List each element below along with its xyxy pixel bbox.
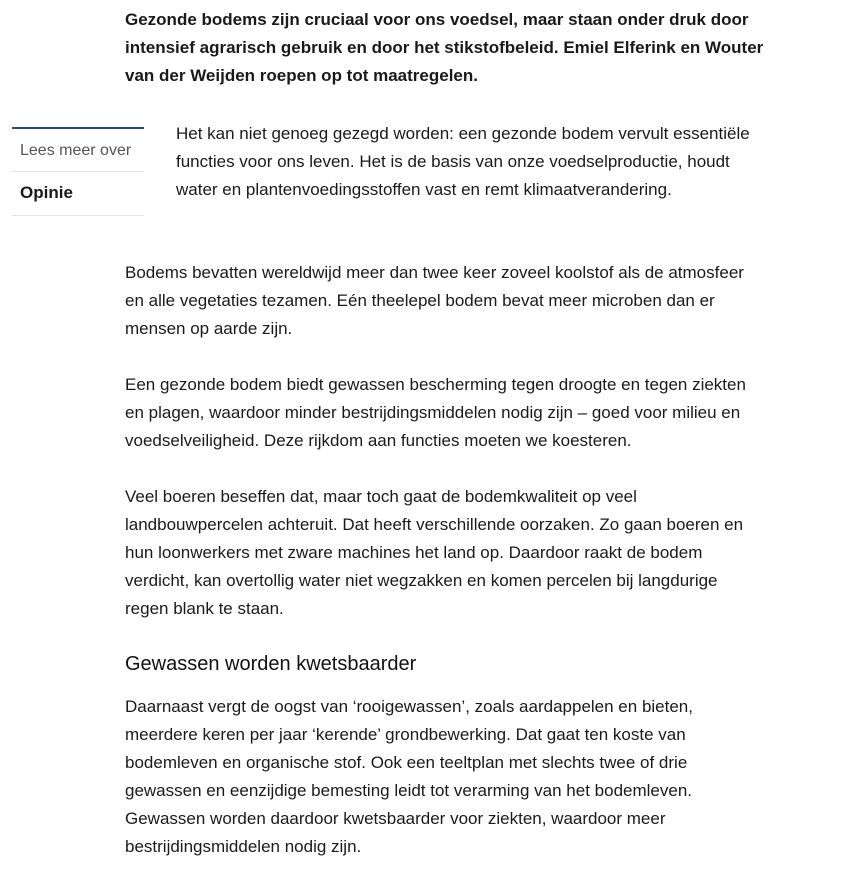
- related-topic-box: [12, 127, 144, 216]
- related-topic-label: Lees meer over: [12, 129, 144, 172]
- section-heading: Gewassen worden kwetsbaarder: [125, 653, 417, 675]
- related-topic-link-opinie[interactable]: Opinie: [12, 172, 144, 216]
- article-paragraph: Het kan niet genoeg gezegd worden: een gezonde bodem vervult essentiële functies voor ons leven. Het is de basis van onze voedselproductie, houdt water en plantenvoedingsstoffen vast en remt klimaatverandering.: [176, 124, 750, 199]
- article-paragraph: Veel boeren beseffen dat, maar toch gaat de bodemkwaliteit op veel landbouwpercelen achteruit. Dat heeft verschillende oorzaken. Zo gaan boeren en hun loonwerkers met zware machines het land op. Daardoor raakt de bodem verdicht, kan overtollig water niet wegzakken en komen percelen bij langdurige regen blank te staan.: [125, 487, 744, 618]
- article-intro: Gezonde bodems zijn cruciaal voor ons voedsel, maar staan onder druk door intensief agrarisch gebruik en door het stikstofbeleid. Emiel Elferink en Wouter van der Weijden roepen op tot maatregelen.: [125, 10, 764, 85]
- article-paragraph: Daarnaast vergt de oogst van ‘rooigewassen’, zoals aardappelen en bieten, meerdere keren per jaar ‘kerende’ grondbewerking. Dat gaat ten koste van bodemleven en organische stof. Ook een teeltplan met slechts twee of drie gewassen en eenzijdige bemesting leidt tot verarming van het bodemleven. Gewassen worden daardoor kwetsbaarder voor ziekten, waardoor meer bestrijdingsmiddelen nodig zijn.: [125, 697, 693, 856]
- article-paragraph: Bodems bevatten wereldwijd meer dan twee keer zoveel koolstof als de atmosfeer en alle vegetaties tezamen. Eén theelepel bodem bevat meer microben dan er mensen op aarde zijn.: [125, 263, 744, 338]
- article-paragraph: Een gezonde bodem biedt gewassen bescherming tegen droogte en tegen ziekten en plagen, waardoor minder bestrijdingsmiddelen nodig zijn – goed voor milieu en voedselveiligheid. Deze rijkdom aan functies moeten we koesteren.: [125, 375, 746, 450]
